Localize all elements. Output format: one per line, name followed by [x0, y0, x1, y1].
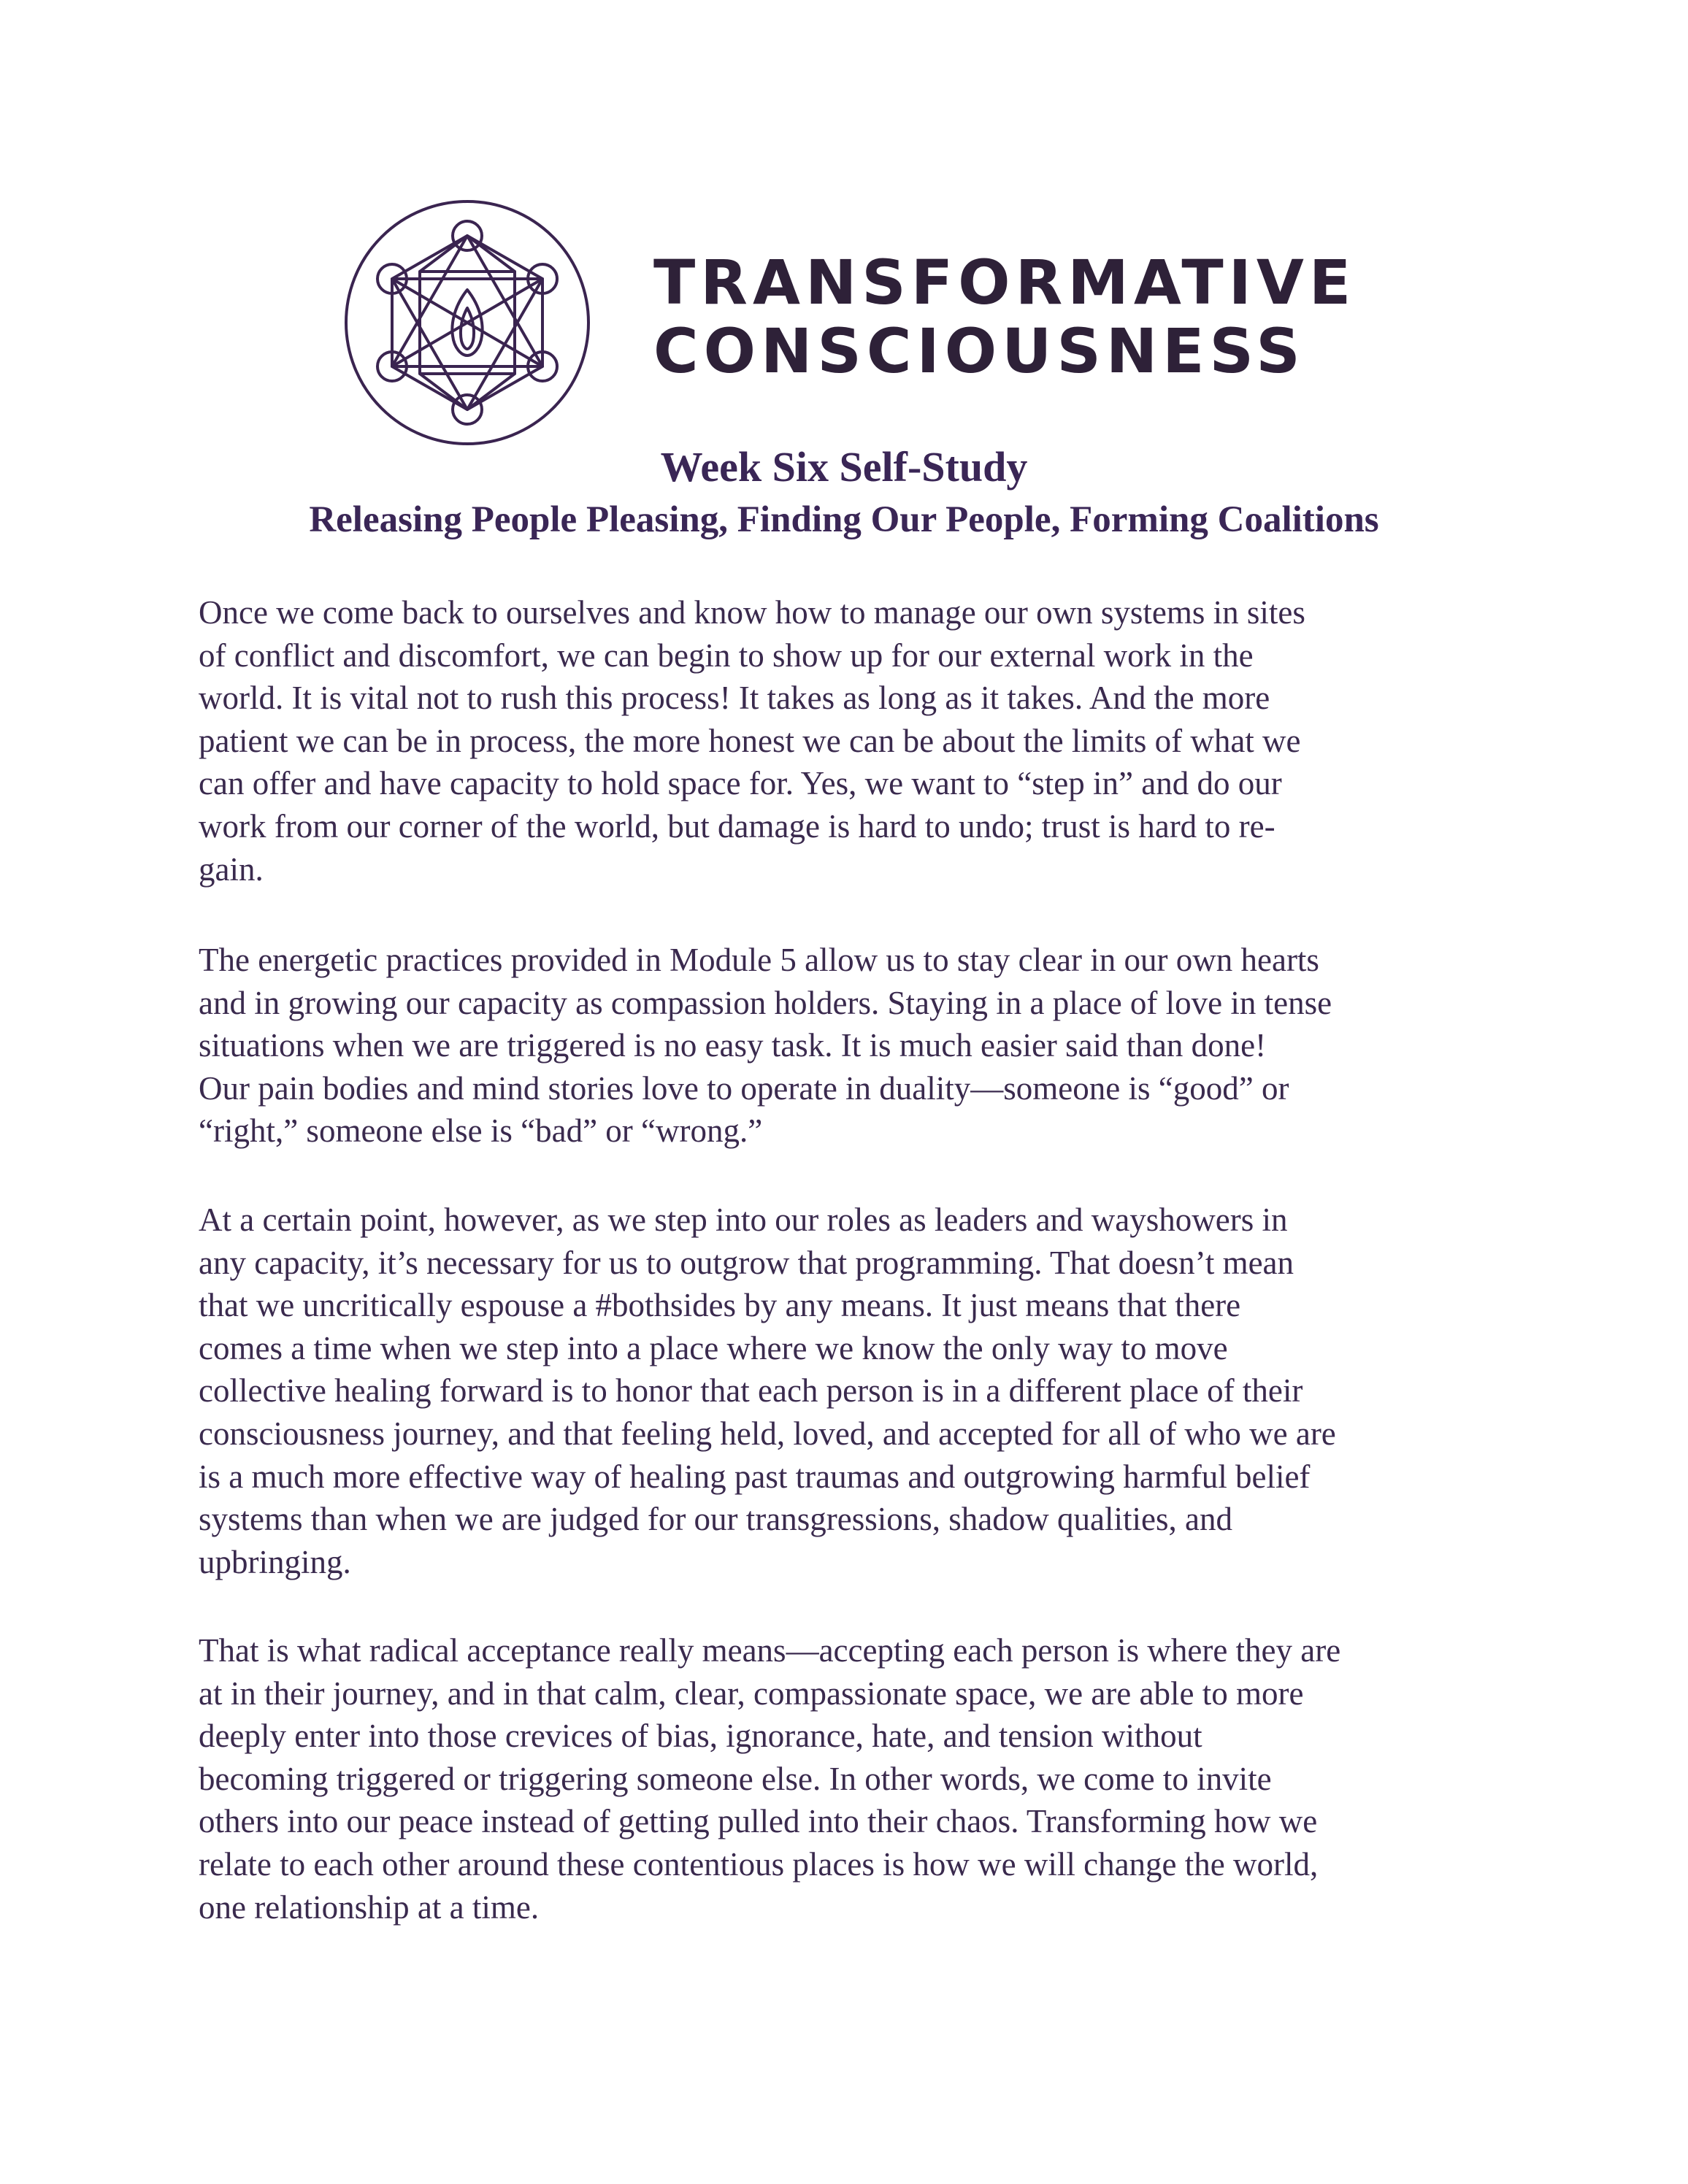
paragraph-line: gain. — [199, 850, 264, 888]
paragraph-line: At a certain point, however, as we step into our roles as leaders and wayshowers in — [199, 1201, 1288, 1238]
body-paragraph-3 — [199, 1199, 1498, 1583]
body-paragraph-1 — [199, 591, 1498, 891]
paragraph-line: that we uncritically espouse a #bothsides by any means. It just means that there — [199, 1287, 1241, 1324]
paragraph-line: systems than when we are judged for our transgressions, shadow qualities, and — [199, 1501, 1232, 1538]
paragraph-line: The energetic practices provided in Module 5 allow us to stay clear in our own hearts — [199, 942, 1319, 978]
body-paragraph-2 — [199, 939, 1498, 1153]
paragraph-line: world. It is vital not to rush this process! It takes as long as it takes. And the more — [199, 680, 1270, 717]
page-title: Week Six Self-Study — [660, 443, 1028, 491]
paragraph-line: upbringing. — [199, 1543, 351, 1580]
paragraph-line: work from our corner of the world, but damage is hard to undo; trust is hard to re- — [199, 807, 1275, 845]
brand-line-1: TRANSFORMATIVE — [653, 247, 1357, 318]
metatron-cube-flame-icon — [343, 199, 591, 447]
paragraph-line: one relationship at a time. — [199, 1888, 540, 1926]
paragraph-line: of conflict and discomfort, we can begin to show up for our external work in the — [199, 637, 1254, 674]
paragraph-line: situations when we are triggered is no easy task. It is much easier said than done! — [199, 1027, 1267, 1064]
paragraph-line: collective healing forward is to honor that each person is in a different place of their — [199, 1372, 1303, 1410]
paragraph-line: Our pain bodies and mind stories love to operate in duality—someone is “good” or — [199, 1069, 1289, 1107]
paragraph-line: “right,” someone else is “bad” or “wrong.” — [199, 1112, 763, 1150]
paragraph-line: patient we can be in process, the more honest we can be about the limits of what we — [199, 722, 1301, 759]
paragraph-line: others into our peace instead of getting pulled into their chaos. Transforming how we — [199, 1803, 1318, 1840]
paragraph-line: comes a time when we step into a place where we know the only way to move — [199, 1329, 1228, 1366]
body-paragraph-4 — [199, 1629, 1498, 1929]
paragraph-line: at in their journey, and in that calm, clear, compassionate space, we are able to more — [199, 1674, 1304, 1712]
page-subtitle: Releasing People Pleasing, Finding Our People, Forming Coalitions — [309, 499, 1379, 540]
paragraph-line: any capacity, it’s necessary for us to outgrow that programming. That doesn’t mean — [199, 1244, 1294, 1281]
paragraph-line: becoming triggered or triggering someone else. In other words, we come to invite — [199, 1760, 1272, 1797]
brand-line-2: CONSCIOUSNESS — [653, 315, 1305, 387]
paragraph-line: can offer and have capacity to hold space for. Yes, we want to “step in” and do our — [199, 765, 1282, 802]
paragraph-line: That is what radical acceptance really means—accepting each person is where they are — [199, 1632, 1341, 1669]
brand-wordmark — [653, 248, 1356, 385]
paragraph-line: Once we come back to ourselves and know how to manage our own systems in sites — [199, 594, 1305, 631]
paragraph-line: deeply enter into those crevices of bias, ignorance, hate, and tension without — [199, 1718, 1202, 1755]
paragraph-line: and in growing our capacity as compassion holders. Staying in a place of love in tense — [199, 984, 1332, 1021]
paragraph-line: is a much more effective way of healing past traumas and outgrowing harmful belief — [199, 1458, 1311, 1495]
paragraph-line: relate to each other around these contentious places is how we will change the world, — [199, 1845, 1319, 1883]
paragraph-line: consciousness journey, and that feeling held, loved, and accepted for all of who we are — [199, 1415, 1336, 1452]
